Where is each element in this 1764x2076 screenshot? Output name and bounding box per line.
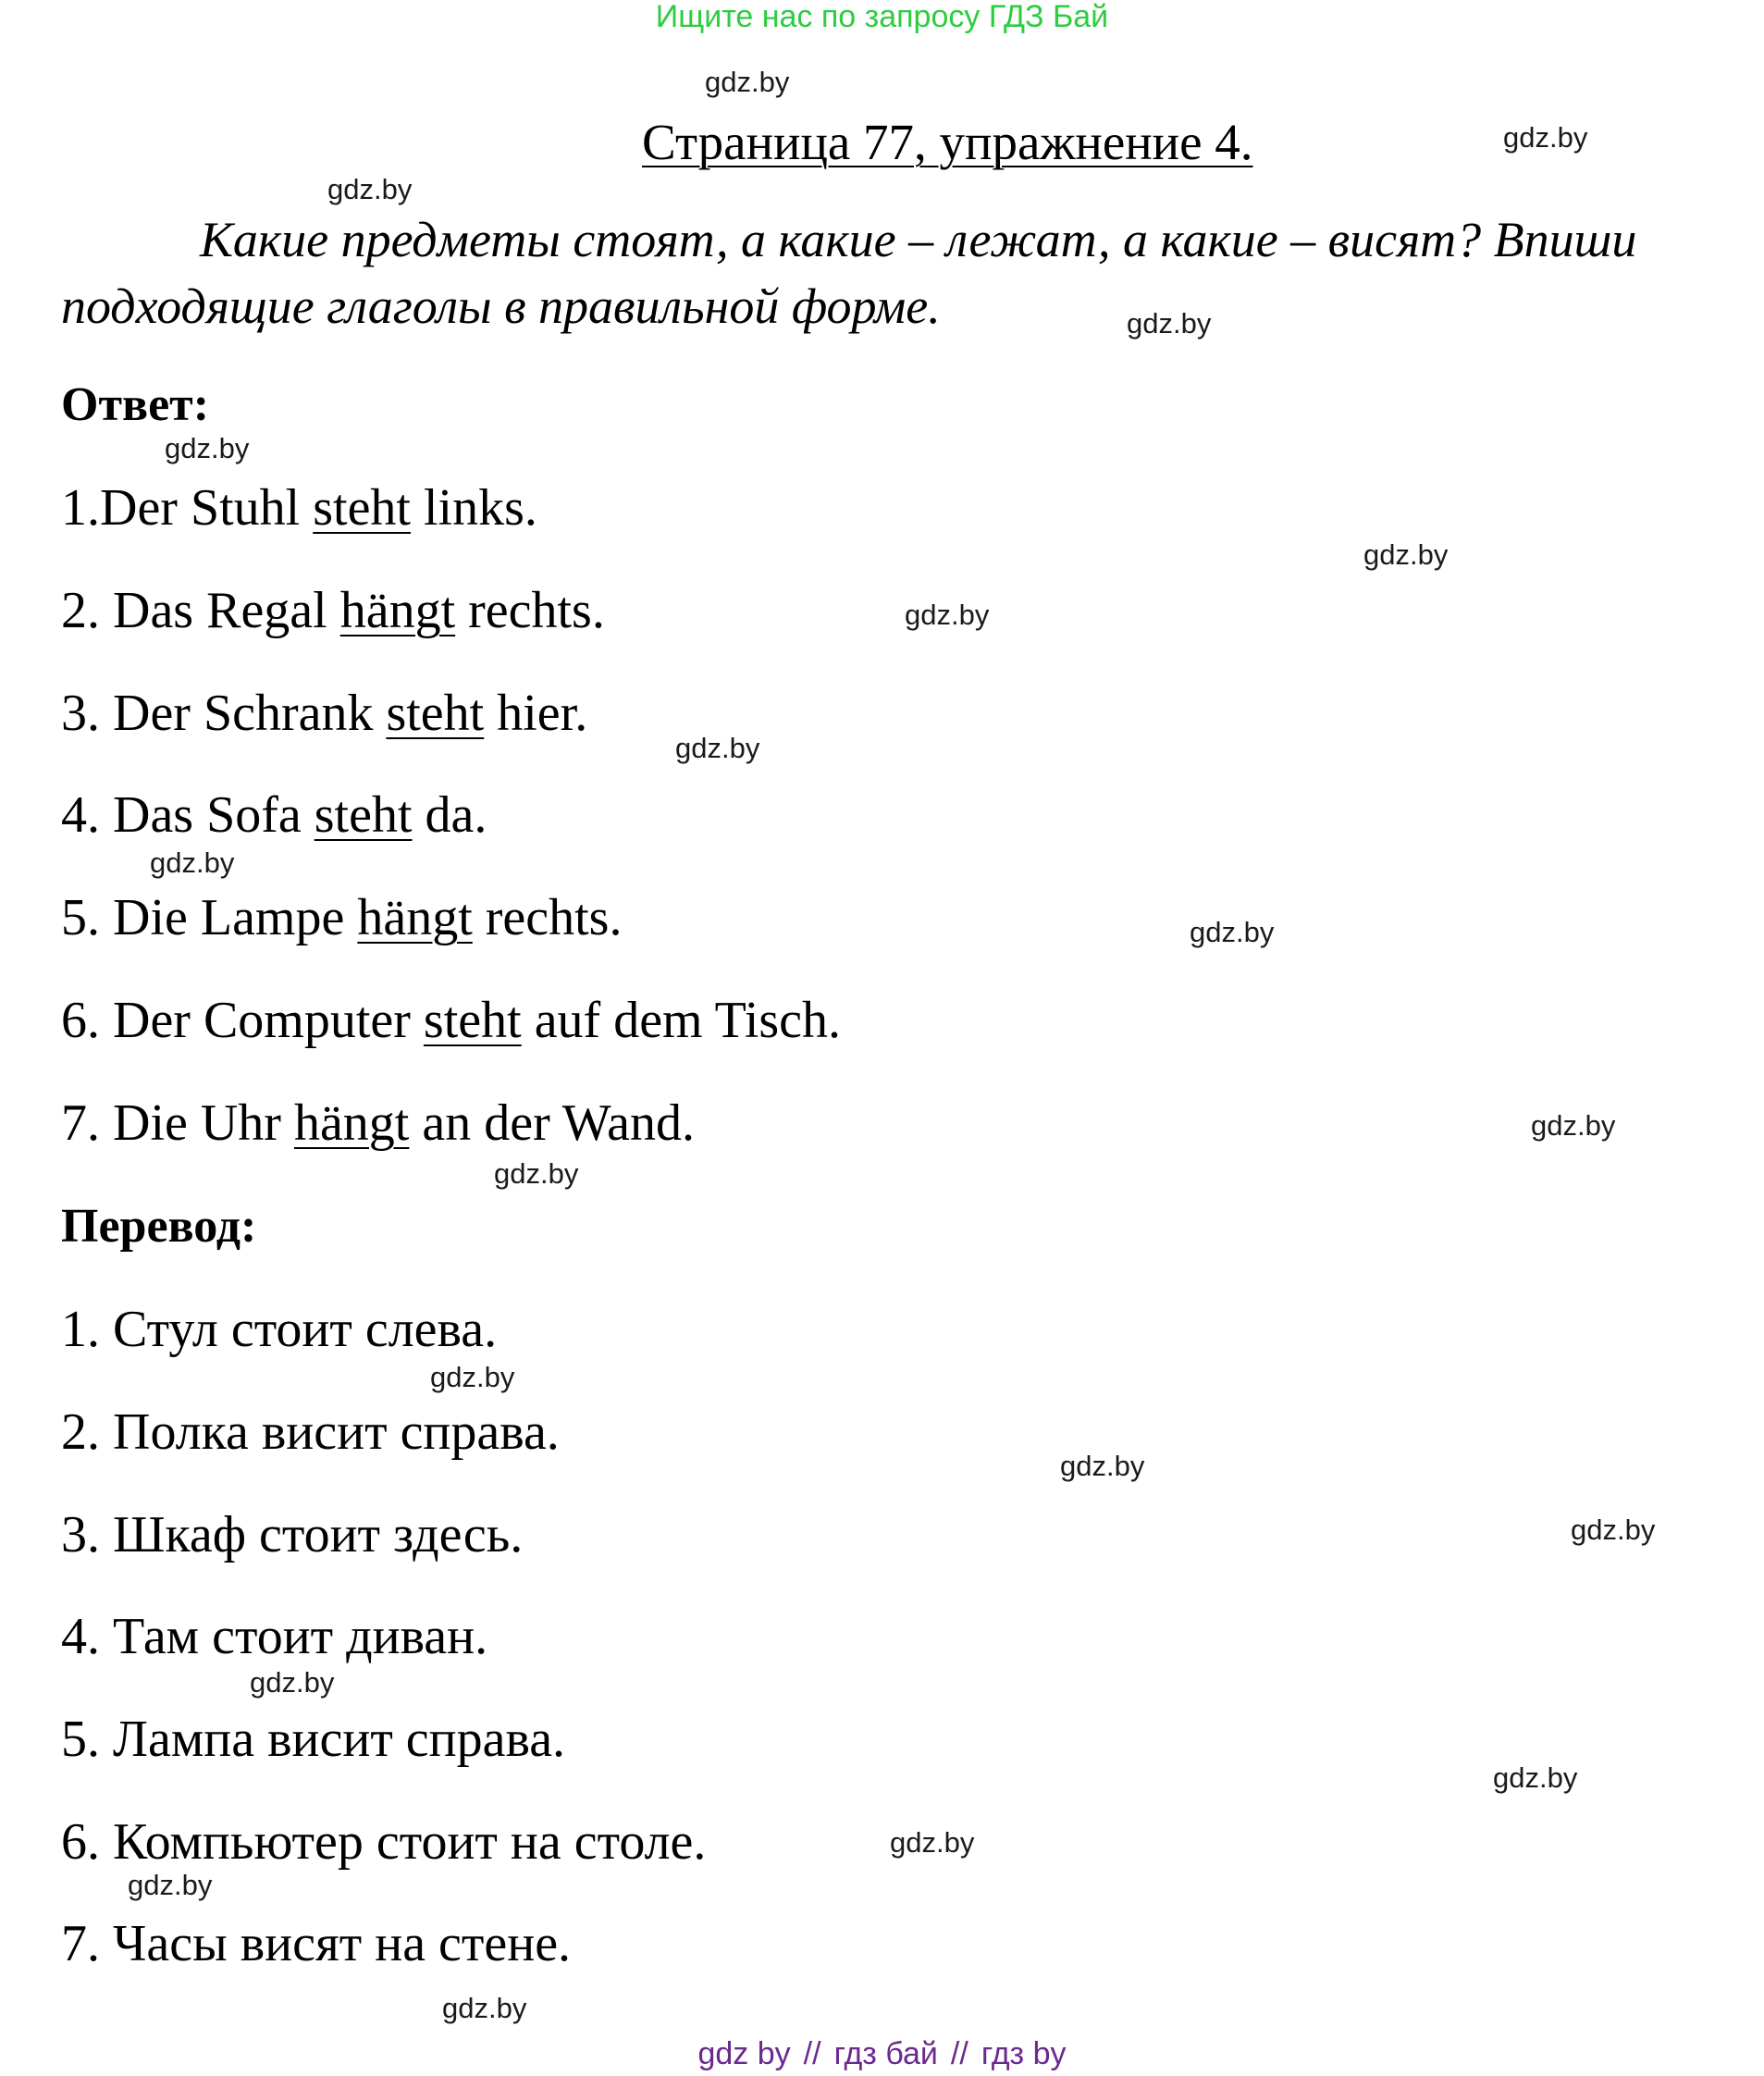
footer-separator: //: [950, 2036, 968, 2071]
watermark: gdz.by: [1493, 1761, 1578, 1794]
footer-separator: //: [803, 2036, 821, 2071]
translation-heading: Перевод:: [61, 1200, 257, 1253]
watermark: gdz.by: [1060, 1450, 1145, 1482]
watermark: gdz.by: [905, 599, 990, 631]
answer-verb: steht: [313, 479, 411, 537]
watermark: gdz.by: [150, 846, 235, 879]
answer-heading: Ответ:: [61, 378, 210, 431]
translation-line-2: 2. Полка висит справа.: [61, 1403, 560, 1461]
watermark: gdz.by: [165, 432, 250, 464]
watermark: gdz.by: [250, 1666, 335, 1699]
answer-verb: hängt: [357, 889, 473, 946]
watermark: gdz.by: [705, 66, 790, 98]
answer-line-4: 4. Das Sofa steht da.: [61, 786, 487, 844]
answer-line-6: 6. Der Computer steht auf dem Tisch.: [61, 992, 842, 1049]
translation-line-5: 5. Лампа висит справа.: [61, 1711, 566, 1768]
answer-verb: steht: [423, 992, 522, 1049]
top-banner: Ищите нас по запросу ГДЗ Бай: [655, 0, 1109, 34]
translation-line-4: 4. Там стоит диван.: [61, 1608, 488, 1665]
answer-line-1: 1.Der Stuhl steht links.: [61, 479, 537, 537]
translation-line-3: 3. Шкаф стоит здесь.: [61, 1506, 524, 1563]
watermark: gdz.by: [1127, 307, 1212, 340]
task-text: Какие предметы стоят, а какие – лежат, а какие – висят? Впиши подходящие глаголы в правильной форме.: [61, 212, 1637, 334]
watermark: gdz.by: [128, 1869, 213, 1901]
answer-verb: steht: [314, 786, 413, 844]
answer-verb: hängt: [293, 1094, 410, 1152]
answer-verb: hängt: [339, 582, 456, 639]
watermark: gdz.by: [494, 1157, 579, 1190]
answer-line-2: 2. Das Regal hängt rechts.: [61, 582, 605, 639]
answer-line-3: 3. Der Schrank steht hier.: [61, 685, 588, 742]
watermark: gdz.by: [1571, 1514, 1656, 1546]
footer-link[interactable]: gdz by: [697, 2036, 791, 2071]
page-title: Страница 77, упражнение 4.: [642, 114, 1253, 170]
answer-line-7: 7. Die Uhr hängt an der Wand.: [61, 1094, 695, 1152]
translation-line-6: 6. Компьютер стоит на столе.: [61, 1813, 707, 1871]
watermark: gdz.by: [327, 173, 413, 205]
translation-line-1: 1. Стул стоит слева.: [61, 1301, 498, 1358]
watermark: gdz.by: [1531, 1109, 1616, 1142]
footer-link[interactable]: гдз бай: [833, 2036, 938, 2071]
watermark: gdz.by: [1503, 121, 1588, 154]
watermark: gdz.by: [430, 1361, 515, 1393]
footer-links: [0, 2035, 1764, 2072]
answer-verb: steht: [386, 685, 485, 742]
translation-line-7: 7. Часы висят на стене.: [61, 1915, 572, 1972]
answer-line-5: 5. Die Lampe hängt rechts.: [61, 889, 623, 946]
footer-link[interactable]: гдз by: [981, 2036, 1067, 2071]
watermark: gdz.by: [1363, 538, 1449, 571]
watermark: gdz.by: [675, 732, 760, 764]
watermark: gdz.by: [890, 1826, 975, 1859]
watermark: gdz.by: [1190, 916, 1275, 948]
watermark: gdz.by: [442, 1992, 527, 2024]
